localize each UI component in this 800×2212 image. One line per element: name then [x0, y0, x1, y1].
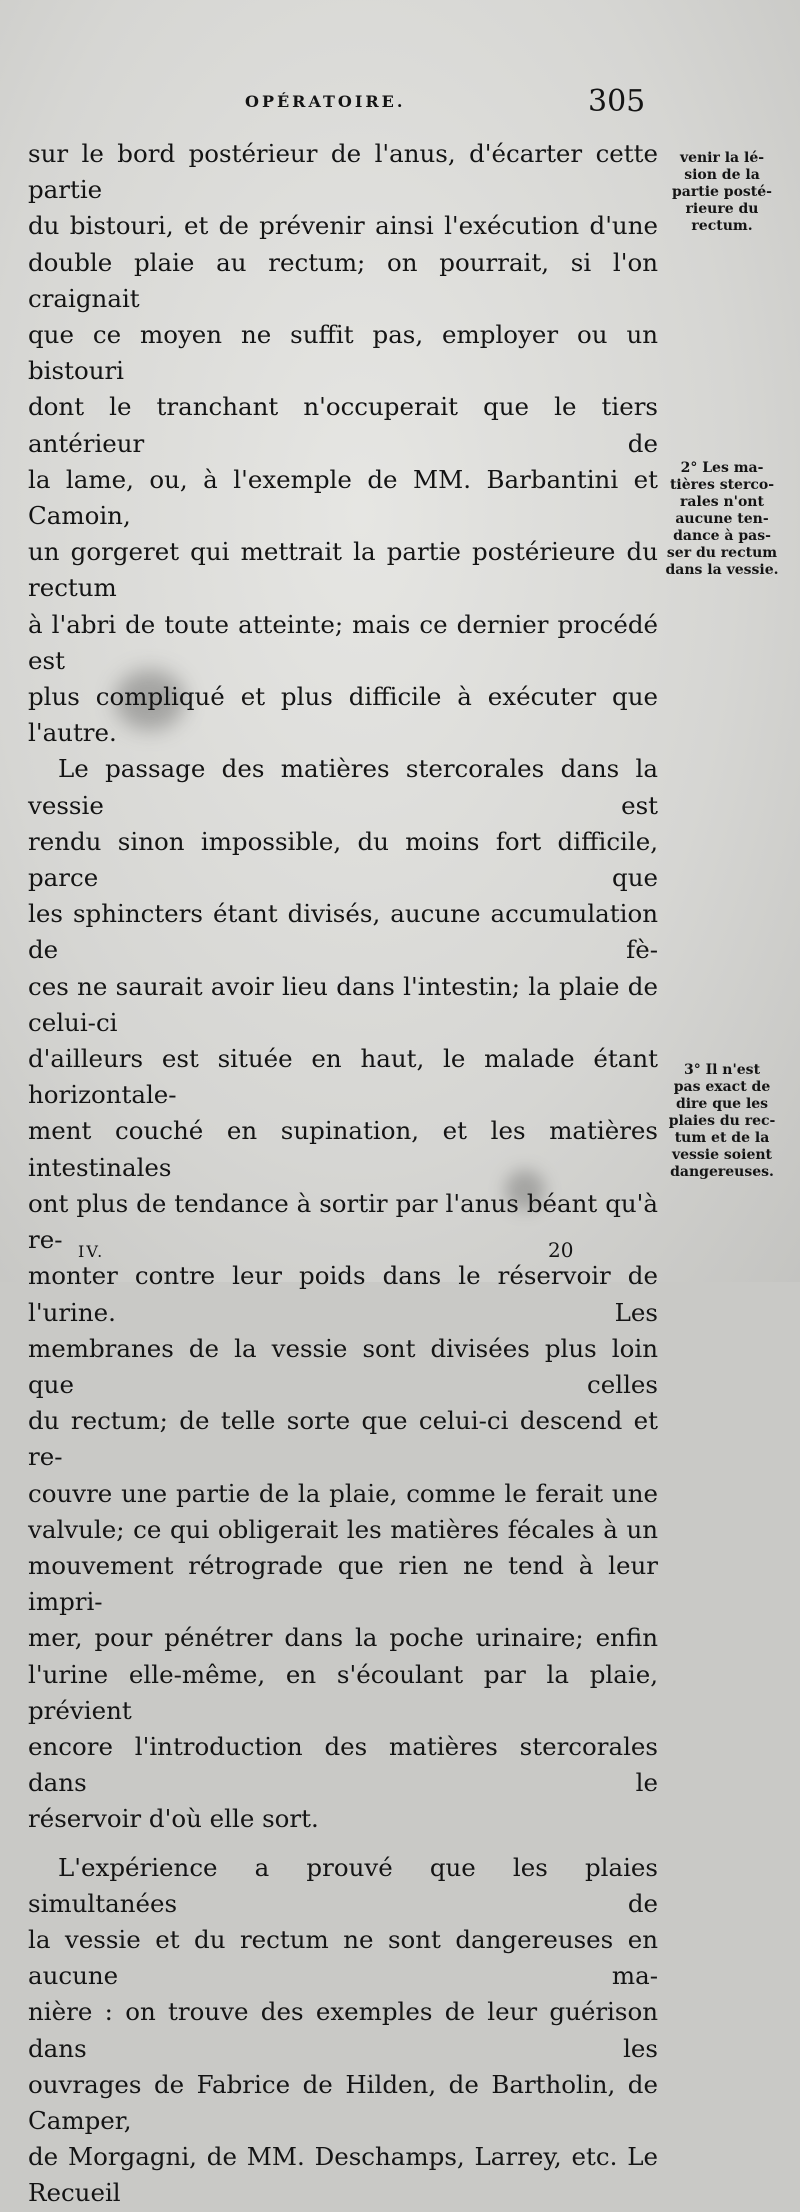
text-line: couvre une partie de la plaie, comme le ferait une	[28, 1478, 658, 1508]
text-line: d'ailleurs est située en haut, le malade étant horizontale-	[28, 1044, 658, 1110]
text-line: l'urine elle-même, en s'écoulant par la plaie, prévient	[28, 1659, 658, 1725]
margin-note	[662, 150, 782, 235]
margin-note-line: rectum.	[691, 218, 753, 234]
text-line: encore l'introduction des matières stercorales dans le	[28, 1731, 658, 1798]
margin-note-line: vessie soient	[672, 1147, 772, 1163]
margin-note-line: rales n'ont	[680, 494, 764, 510]
margin-note	[662, 1062, 782, 1181]
signature-mark: IV.	[78, 1242, 105, 1261]
text-line: mer, pour pénétrer dans la poche urinaire; enfin	[28, 1623, 658, 1653]
text-line: ouvrages de Fabrice de Hilden, de Bartholin, de Camper,	[28, 2069, 658, 2135]
text-line: mouvement rétrograde que rien ne tend à leur impri-	[28, 1550, 658, 1617]
text-line: réservoir d'où elle sort.	[28, 1804, 319, 1834]
text-line: du rectum; de telle sorte que celui-ci descend et re-	[28, 1406, 658, 1472]
margin-note-line: venir la lé-	[679, 150, 765, 166]
margin-note-line: plaies du rec-	[668, 1113, 776, 1129]
margin-note-line: pas exact de	[673, 1079, 771, 1095]
margin-note-line: dance à pas-	[673, 528, 771, 544]
margin-note-line: sion de la	[684, 167, 760, 183]
margin-note-line: partie posté-	[672, 184, 772, 200]
text-line: sur le bord postérieur de l'anus, d'écarter cette partie	[28, 139, 658, 205]
margin-note-line: tières sterco-	[669, 477, 775, 493]
margin-note-line: rieure du	[685, 201, 759, 217]
margin-note-line: tum et de la	[674, 1130, 770, 1146]
page-number: 305	[588, 84, 646, 119]
text-line: que ce moyen ne suffit pas, employer ou un bistouri	[28, 320, 658, 386]
margin-note-line: ser du rectum	[666, 545, 778, 561]
running-head: OPÉRATOIRE.	[245, 92, 406, 111]
text-line: nière : on trouve des exemples de leur guérison dans les	[28, 1997, 658, 2063]
gathering-number: 20	[548, 1238, 574, 1262]
margin-note-line: dans la vessie.	[665, 562, 779, 578]
text-line: ont plus de tendance à sortir par l'anus béant qu'à re-	[28, 1188, 658, 1255]
text-line: du bistouri, et de prévenir ainsi l'exécution d'une	[28, 211, 658, 241]
text-line: un gorgeret qui mettrait la partie postérieure du rectum	[28, 537, 658, 603]
margin-note-line: 3° Il n'est	[683, 1062, 761, 1078]
text-line: la lame, ou, à l'exemple de MM. Barbantini et Camoin,	[28, 464, 658, 531]
text-line: Le passage des matières stercorales dans la vessie est	[28, 754, 658, 820]
text-line: de Morgagni, de MM. Deschamps, Larrey, etc. Le Recueil	[28, 2142, 658, 2208]
text-line: les sphincters étant divisés, aucune accumulation de fè-	[28, 899, 658, 965]
text-line: à l'abri de toute atteinte; mais ce dernier procédé est	[28, 609, 658, 675]
main-text	[28, 136, 658, 2212]
text-line: plus compliqué et plus difficile à exécuter que l'autre.	[28, 682, 658, 748]
text-line: L'expérience a prouvé que les plaies simultanées de	[28, 1852, 658, 1918]
text-line: ment couché en supination, et les matières intestinales	[28, 1116, 658, 1182]
margin-note	[662, 460, 782, 579]
margin-note-line: dangereuses.	[670, 1164, 774, 1180]
text-line: ces ne saurait avoir lieu dans l'intestin; la plaie de celui-ci	[28, 971, 658, 1037]
text-line: membranes de la vessie sont divisées plus loin que celles	[28, 1333, 658, 1399]
text-line: dont le tranchant n'occuperait que le tiers antérieur de	[28, 392, 658, 458]
text-line: valvule; ce qui obligerait les matières fécales à un	[28, 1514, 658, 1544]
text-line: rendu sinon impossible, du moins fort difficile, parce que	[28, 826, 658, 893]
text-line: la vessie et du rectum ne sont dangereuses en aucune ma-	[28, 1924, 658, 1991]
text-line: monter contre leur poids dans le réservoir de l'urine. Les	[28, 1261, 658, 1327]
text-line: double plaie au rectum; on pourrait, si l'on craignait	[28, 247, 658, 313]
margin-note-line: 2° Les ma-	[680, 460, 764, 476]
margin-note-line: aucune ten-	[675, 511, 769, 527]
margin-note-line: dire que les	[675, 1096, 769, 1112]
